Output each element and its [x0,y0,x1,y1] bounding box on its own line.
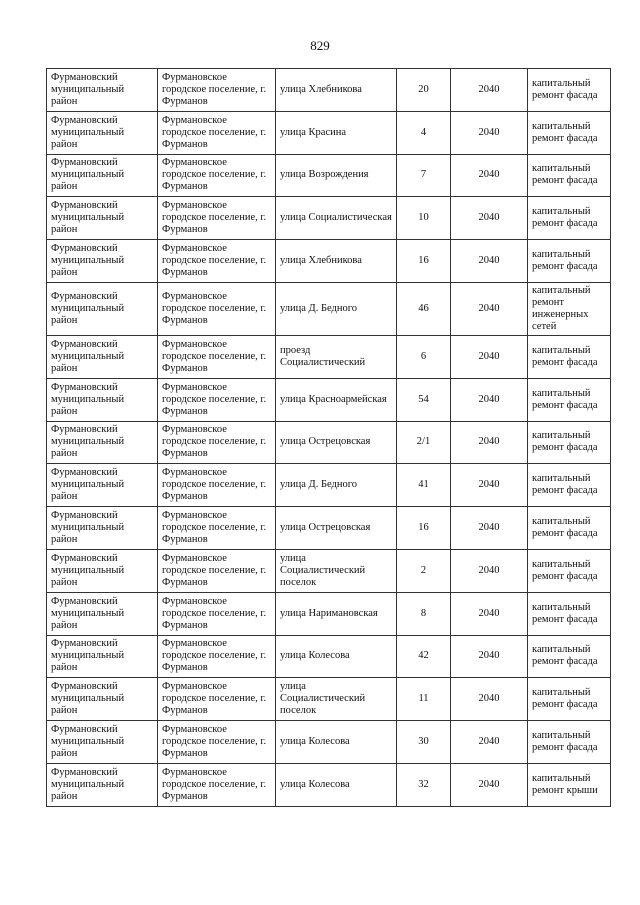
street-cell: улица Колесова [276,635,397,678]
settlement-cell: Фурмановское городское поселение, г. Фурманов [158,197,276,240]
year-cell: 2040 [451,421,528,464]
house-number-cell: 41 [397,464,451,507]
work-type-cell: капитальный ремонт фасада [528,154,611,197]
street-cell: улица Острецовская [276,507,397,550]
district-cell: Фурмановский муниципальный район [47,154,158,197]
year-cell: 2040 [451,549,528,592]
work-type-cell: капитальный ремонт фасада [528,549,611,592]
district-cell: Фурмановский муниципальный район [47,464,158,507]
year-cell: 2040 [451,197,528,240]
work-type-cell: капитальный ремонт фасада [528,464,611,507]
work-type-cell: капитальный ремонт крыши [528,763,611,806]
table-row [47,335,611,378]
house-number-cell: 4 [397,111,451,154]
district-cell: Фурмановский муниципальный район [47,507,158,550]
year-cell: 2040 [451,240,528,283]
page-number: 829 [310,38,330,53]
table-row [47,421,611,464]
house-number-cell: 30 [397,721,451,764]
street-cell: улица Д. Бедного [276,282,397,335]
district-cell: Фурмановский муниципальный район [47,240,158,283]
district-cell: Фурмановский муниципальный район [47,721,158,764]
settlement-cell: Фурмановское городское поселение, г. Фурманов [158,378,276,421]
house-number-cell: 46 [397,282,451,335]
table-body [47,69,611,807]
work-type-cell: капитальный ремонт фасада [528,721,611,764]
district-cell: Фурмановский муниципальный район [47,197,158,240]
year-cell: 2040 [451,635,528,678]
table-row [47,721,611,764]
year-cell: 2040 [451,763,528,806]
table-row [47,678,611,721]
house-number-cell: 16 [397,240,451,283]
work-type-cell: капитальный ремонт фасада [528,507,611,550]
table-row [47,69,611,112]
work-type-cell: капитальный ремонт фасада [528,197,611,240]
year-cell: 2040 [451,464,528,507]
settlement-cell: Фурмановское городское поселение, г. Фурманов [158,421,276,464]
work-type-cell: капитальный ремонт инженерных сетей [528,282,611,335]
district-cell: Фурмановский муниципальный район [47,282,158,335]
street-cell: улица Возрождения [276,154,397,197]
table-row [47,592,611,635]
work-type-cell: капитальный ремонт фасада [528,678,611,721]
district-cell: Фурмановский муниципальный район [47,763,158,806]
street-cell: улица Хлебникова [276,69,397,112]
street-cell: улица Колесова [276,721,397,764]
year-cell: 2040 [451,378,528,421]
work-type-cell: капитальный ремонт фасада [528,421,611,464]
year-cell: 2040 [451,678,528,721]
street-cell: улица Д. Бедного [276,464,397,507]
repair-schedule-table [46,68,611,807]
table-row [47,154,611,197]
year-cell: 2040 [451,721,528,764]
district-cell: Фурмановский муниципальный район [47,678,158,721]
street-cell: улица Социалистический поселок [276,678,397,721]
district-cell: Фурмановский муниципальный район [47,111,158,154]
district-cell: Фурмановский муниципальный район [47,335,158,378]
house-number-cell: 6 [397,335,451,378]
house-number-cell: 32 [397,763,451,806]
table-row [47,282,611,335]
work-type-cell: капитальный ремонт фасада [528,69,611,112]
street-cell: улица Социалистическая [276,197,397,240]
settlement-cell: Фурмановское городское поселение, г. Фурманов [158,464,276,507]
district-cell: Фурмановский муниципальный район [47,69,158,112]
table-row [47,111,611,154]
district-cell: Фурмановский муниципальный район [47,378,158,421]
table-row [47,378,611,421]
house-number-cell: 16 [397,507,451,550]
street-cell: улица Красноармейская [276,378,397,421]
settlement-cell: Фурмановское городское поселение, г. Фурманов [158,763,276,806]
house-number-cell: 10 [397,197,451,240]
table-row [47,464,611,507]
street-cell: проезд Социалистический [276,335,397,378]
house-number-cell: 7 [397,154,451,197]
house-number-cell: 42 [397,635,451,678]
district-cell: Фурмановский муниципальный район [47,592,158,635]
settlement-cell: Фурмановское городское поселение, г. Фурманов [158,335,276,378]
house-number-cell: 11 [397,678,451,721]
table-row [47,635,611,678]
settlement-cell: Фурмановское городское поселение, г. Фурманов [158,240,276,283]
year-cell: 2040 [451,111,528,154]
settlement-cell: Фурмановское городское поселение, г. Фурманов [158,507,276,550]
settlement-cell: Фурмановское городское поселение, г. Фурманов [158,282,276,335]
work-type-cell: капитальный ремонт фасада [528,378,611,421]
work-type-cell: капитальный ремонт фасада [528,111,611,154]
year-cell: 2040 [451,507,528,550]
table-row [47,197,611,240]
street-cell: улица Хлебникова [276,240,397,283]
street-cell: улица Красина [276,111,397,154]
work-type-cell: капитальный ремонт фасада [528,592,611,635]
settlement-cell: Фурмановское городское поселение, г. Фурманов [158,678,276,721]
settlement-cell: Фурмановское городское поселение, г. Фурманов [158,154,276,197]
year-cell: 2040 [451,592,528,635]
year-cell: 2040 [451,335,528,378]
house-number-cell: 2/1 [397,421,451,464]
year-cell: 2040 [451,154,528,197]
settlement-cell: Фурмановское городское поселение, г. Фурманов [158,592,276,635]
street-cell: улица Колесова [276,763,397,806]
work-type-cell: капитальный ремонт фасада [528,240,611,283]
table-row [47,763,611,806]
work-type-cell: капитальный ремонт фасада [528,635,611,678]
house-number-cell: 54 [397,378,451,421]
district-cell: Фурмановский муниципальный район [47,549,158,592]
settlement-cell: Фурмановское городское поселение, г. Фурманов [158,549,276,592]
settlement-cell: Фурмановское городское поселение, г. Фурманов [158,69,276,112]
year-cell: 2040 [451,282,528,335]
table-row [47,549,611,592]
house-number-cell: 2 [397,549,451,592]
year-cell: 2040 [451,69,528,112]
street-cell: улица Острецовская [276,421,397,464]
house-number-cell: 8 [397,592,451,635]
district-cell: Фурмановский муниципальный район [47,635,158,678]
table-row [47,507,611,550]
table-row [47,240,611,283]
settlement-cell: Фурмановское городское поселение, г. Фурманов [158,721,276,764]
district-cell: Фурмановский муниципальный район [47,421,158,464]
house-number-cell: 20 [397,69,451,112]
settlement-cell: Фурмановское городское поселение, г. Фурманов [158,635,276,678]
street-cell: улица Социалистический поселок [276,549,397,592]
settlement-cell: Фурмановское городское поселение, г. Фурманов [158,111,276,154]
work-type-cell: капитальный ремонт фасада [528,335,611,378]
street-cell: улица Наримановская [276,592,397,635]
